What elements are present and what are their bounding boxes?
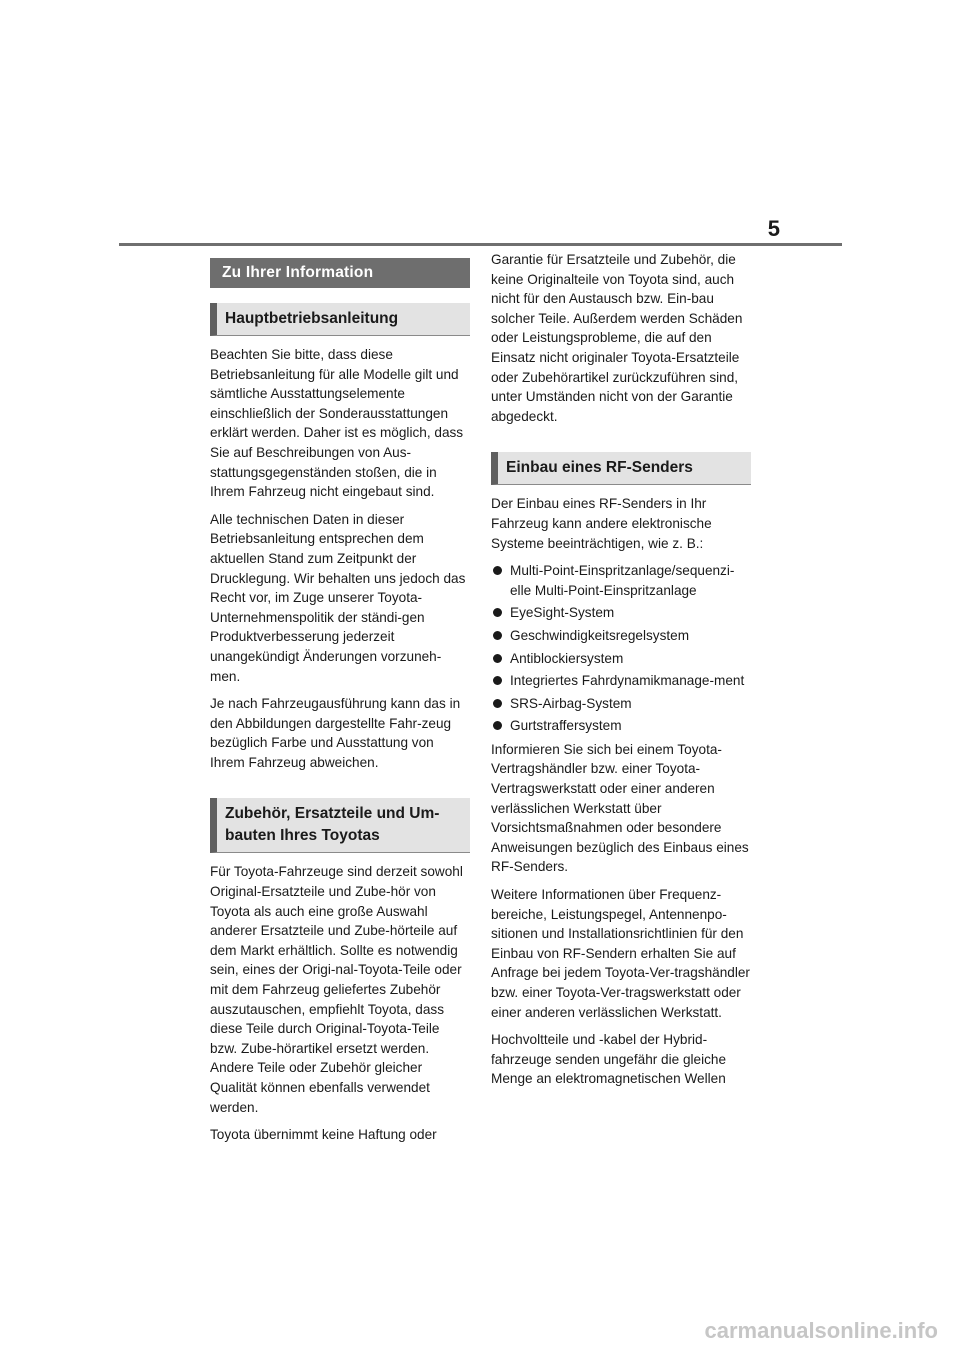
- bullet-list: [491, 561, 751, 736]
- subsection-body-hauptbetriebsanleitung: [210, 345, 470, 772]
- paragraph: Der Einbau eines RF-Senders in Ihr Fahrzeug kann andere elektronische Systeme beeinträchtigen, wie z. B.:: [491, 496, 712, 551]
- subsection-heading-zubehoer: Zubehör, Ersatzteile und Um-bauten Ihres Toyotas: [210, 798, 470, 853]
- subsection-heading-hauptbetriebsanleitung: Hauptbetriebsanleitung: [210, 303, 470, 336]
- list-item: Integriertes Fahrdynamikmanage-ment: [491, 671, 751, 691]
- list-item: Multi-Point-Einspritzanlage/sequenzi-elle Multi-Point-Einspritzanlage: [491, 561, 751, 600]
- right-column: [491, 250, 751, 1089]
- left-column: [210, 258, 470, 1145]
- bullet-icon: [493, 721, 502, 730]
- paragraph: Hochvoltteile und -kabel der Hybrid-fahrzeuge senden ungefähr die gleiche Menge an elektromagnetischen Wellen: [491, 1032, 727, 1087]
- paragraph: Beachten Sie bitte, dass diese Betriebsanleitung für alle Modelle gilt und sämtliche Ausstattungselemente einschließlich der Sonderausstattungen erklärt werden. Daher ist es möglich, dass Sie auf Beschreibungen von Aus-stattungsgegenständen stoßen, die in Ihrem Fahrzeug nicht eingebaut sind.: [210, 347, 464, 500]
- bullet-icon: [493, 699, 502, 708]
- bullet-icon: [493, 654, 502, 663]
- subsection-body-zubehoer: [210, 862, 470, 1144]
- paragraph: Für Toyota-Fahrzeuge sind derzeit sowohl Original-Ersatzteile und Zube-hör von Toyota als auch eine große Auswahl anderer Ersatzteile und Zube-hörteile auf dem Markt erhältlich. Sollte es notwendig sein, eines der Origi-nal-Toyota-Teile oder mit dem Fahrzeug geliefertes Zubehör auszutauschen, empfiehlt Toyota, dass diese Teile durch Original-Toyota-Teile bzw. Zube-hörartikel ersetzt werden. Andere Teile oder Zubehör gleicher Qualität können ebenfalls verwendet werden.: [210, 864, 463, 1115]
- list-item: SRS-Airbag-System: [491, 694, 751, 714]
- list-item: Geschwindigkeitsregelsystem: [491, 626, 751, 646]
- paragraph-continued: Garantie für Ersatzteile und Zubehör, die keine Originalteile von Toyota sind, auch nicht für den Austausch bzw. Ein-bau solcher Teile. Außerdem werden Schäden oder Leistungsprobleme, die auf den Einsatz nicht originaler Toyota-Ersatzteile oder Zubehörartikel zurückzuführen sind, unter Umständen nicht von der Garantie abgedeckt.: [491, 252, 743, 424]
- paragraph: Weitere Informationen über Frequenz-bereiche, Leistungspegel, Antennenpo-sitionen und Installationsrichtlinien für den Einbau von RF-Sendern erhalten Sie auf Anfrage bei jedem Toyota-Ver-tragshändler bzw. einer Toyota-Ver-tragswerkstatt oder einer anderen verlässlichen Werkstatt.: [491, 887, 750, 1020]
- subsection-body-rf-sender: [491, 494, 751, 1089]
- list-item: Antiblockiersystem: [491, 649, 751, 669]
- bullet-icon: [493, 608, 502, 617]
- header-rule: [119, 243, 842, 246]
- subsection-heading-rf-sender: Einbau eines RF-Senders: [491, 452, 751, 485]
- watermark: carmanualsonline.info: [704, 1318, 938, 1343]
- page-number: 5: [767, 216, 780, 241]
- bullet-icon: [493, 566, 502, 575]
- section-title: Zu Ihrer Information: [210, 258, 470, 288]
- paragraph: Je nach Fahrzeugausführung kann das in den Abbildungen dargestellte Fahr-zeug bezüglich Farbe und Ausstattung von Ihrem Fahrzeug abweichen.: [210, 696, 461, 770]
- paragraph: Alle technischen Daten in dieser Betriebsanleitung entsprechen dem aktuellen Stand zum Zeitpunkt der Drucklegung. Wir behalten uns jedoch das Recht vor, im Zuge unserer Toyota-Unternehmenspolitik der ständi-gen Produktverbesserung jederzeit unangekündigt Änderungen vorzuneh-men.: [210, 511, 466, 684]
- bullet-icon: [493, 676, 502, 685]
- paragraph: Toyota übernimmt keine Haftung oder: [210, 1127, 437, 1143]
- list-item: Gurtstraffersystem: [491, 716, 751, 736]
- bullet-icon: [493, 631, 502, 640]
- paragraph: Informieren Sie sich bei einem Toyota-Vertragshändler bzw. einer Toyota-Vertragswerkstatt oder einer anderen verlässlichen Werkstatt über Vorsichtsmaßnahmen oder besondere Anweisungen bezüglich des Einbaus eines RF-Senders.: [491, 741, 749, 875]
- list-item: EyeSight-System: [491, 603, 751, 623]
